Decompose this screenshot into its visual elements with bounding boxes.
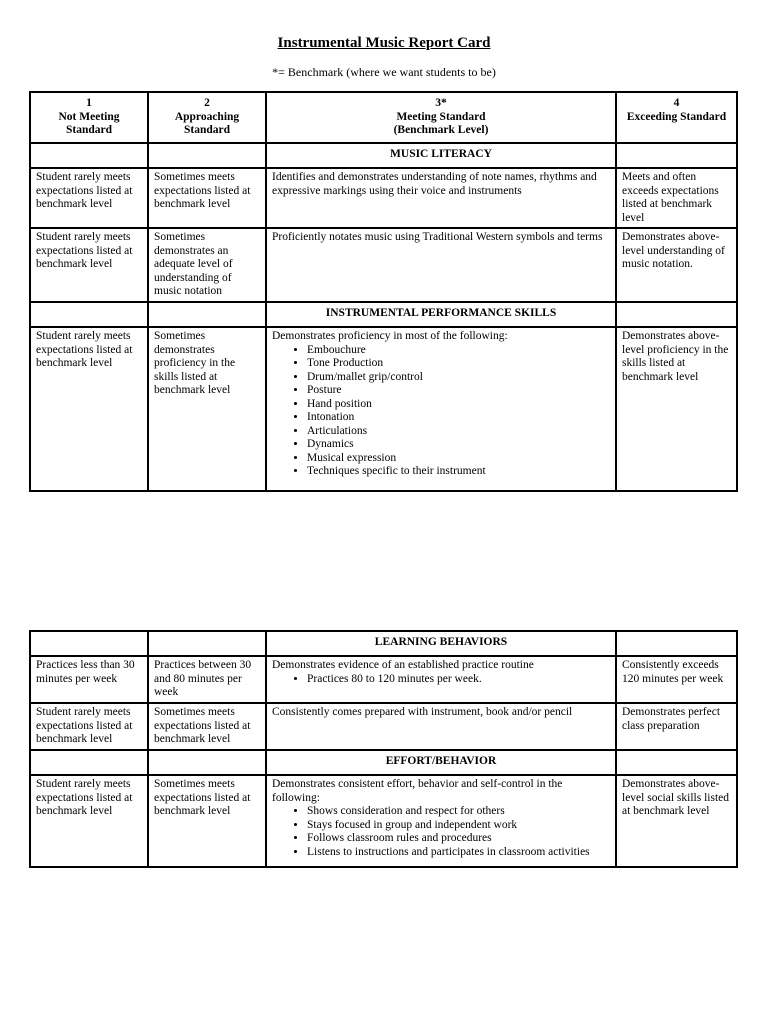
list-item: • Follows classroom rules and procedures: [307, 832, 610, 846]
section-row-effort: [30, 750, 737, 775]
list-item: • Hand position: [307, 398, 610, 412]
list-item: • Dynamics: [307, 438, 610, 452]
list-item: • Musical expression: [307, 452, 610, 466]
practice-list: [272, 673, 610, 687]
table-cell: Consistently comes prepared with instrument, book and/or pencil: [266, 703, 616, 750]
section-title: EFFORT/BEHAVIOR: [266, 750, 616, 775]
list-item: • Listens to instructions and participates in classroom activities: [307, 846, 610, 860]
table-cell: Demonstrates consistent effort, behavior and self-control in the following: • Shows consideration and respect for others • Stays focused in group and independent work • Follows classroom rules and procedures • Listens to instructions and participates in classroom activities: [266, 775, 616, 867]
report-table-1: [29, 91, 738, 492]
table-cell: Proficiently notates music using Traditional Western symbols and terms: [266, 228, 616, 302]
skills-list: [272, 344, 610, 479]
list-item: • Drum/mallet grip/control: [307, 371, 610, 385]
table-cell: Meets and often exceeds expectations listed at benchmark level: [616, 168, 737, 228]
table-cell: Consistently exceeds 120 minutes per week: [616, 656, 737, 703]
behavior-list: [272, 805, 610, 859]
table-cell: Demonstrates above-level understanding of music notation.: [616, 228, 737, 302]
table-row: [30, 327, 737, 491]
table-cell: Practices between 30 and 80 minutes per week: [148, 656, 266, 703]
list-item: • Practices 80 to 120 minutes per week.: [307, 673, 610, 687]
table-cell: Demonstrates perfect class preparation: [616, 703, 737, 750]
table-cell: Student rarely meets expectations listed at benchmark level: [30, 168, 148, 228]
header-col-4: 4 Exceeding Standard: [616, 92, 737, 143]
table-cell: Demonstrates above-level proficiency in the skills listed at benchmark level: [616, 327, 737, 491]
section-title: MUSIC LITERACY: [266, 143, 616, 168]
table-cell: Demonstrates proficiency in most of the following: • Embouchure • Tone Production • Drum/mallet grip/control • Posture • Hand position • Intonation • Articulations • Dynamics • Musical expression • Techniques specific to their instrument: [266, 327, 616, 491]
table-cell: Sometimes meets expectations listed at benchmark level: [148, 168, 266, 228]
list-item: • Stays focused in group and independent work: [307, 819, 610, 833]
header-row: [30, 92, 737, 143]
table-cell: Demonstrates evidence of an established practice routine • Practices 80 to 120 minutes per week.: [266, 656, 616, 703]
table-row: [30, 656, 737, 703]
list-item: • Intonation: [307, 411, 610, 425]
table-row: [30, 228, 737, 302]
header-col-3: 3* Meeting Standard (Benchmark Level): [266, 92, 616, 143]
table-row: [30, 168, 737, 228]
table-cell: Student rarely meets expectations listed at benchmark level: [30, 775, 148, 867]
table-cell: Sometimes demonstrates an adequate level of understanding of music notation: [148, 228, 266, 302]
table-cell: Student rarely meets expectations listed at benchmark level: [30, 703, 148, 750]
table-cell: Demonstrates above-level social skills listed at benchmark level: [616, 775, 737, 867]
section-title: LEARNING BEHAVIORS: [266, 631, 616, 656]
report-table-2: [29, 630, 738, 868]
table-row: [30, 775, 737, 867]
table-cell: Identifies and demonstrates understanding of note names, rhythms and expressive markings using their voice and instruments: [266, 168, 616, 228]
list-item: • Embouchure: [307, 344, 610, 358]
section-row-performance: [30, 302, 737, 327]
table-cell: Practices less than 30 minutes per week: [30, 656, 148, 703]
table-row: [30, 703, 737, 750]
header-col-2: 2 Approaching Standard: [148, 92, 266, 143]
list-item: • Shows consideration and respect for others: [307, 805, 610, 819]
list-item: • Techniques specific to their instrument: [307, 465, 610, 479]
list-item: • Tone Production: [307, 357, 610, 371]
table-cell: Sometimes meets expectations listed at benchmark level: [148, 703, 266, 750]
page-title: Instrumental Music Report Card: [277, 35, 491, 51]
header-col-1: 1 Not Meeting Standard: [30, 92, 148, 143]
section-title: INSTRUMENTAL PERFORMANCE SKILLS: [266, 302, 616, 327]
table-cell: Sometimes demonstrates proficiency in the skills listed at benchmark level: [148, 327, 266, 491]
list-item: • Articulations: [307, 425, 610, 439]
section-row-music-literacy: [30, 143, 737, 168]
table-cell: Student rarely meets expectations listed at benchmark level: [30, 327, 148, 491]
section-row-learning: [30, 631, 737, 656]
page-subtitle: *= Benchmark (where we want students to be): [272, 65, 496, 79]
table-cell: Student rarely meets expectations listed at benchmark level: [30, 228, 148, 302]
list-item: • Posture: [307, 384, 610, 398]
table-cell: Sometimes meets expectations listed at benchmark level: [148, 775, 266, 867]
